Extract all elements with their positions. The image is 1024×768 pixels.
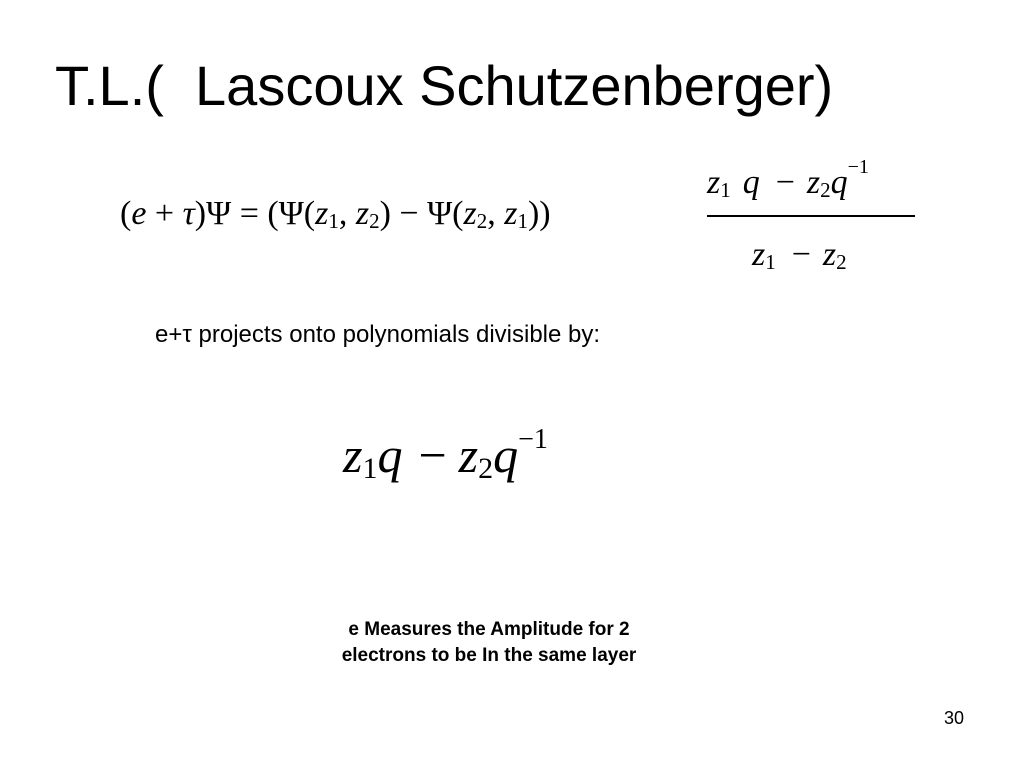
note-line-1: e Measures the Amplitude for 2 [348, 619, 630, 640]
divisor-expression: $z_1q - z_2q^{-1}$ [343, 424, 548, 485]
fraction-numerator: $z_1$ $q - z_2q^{-1}$ [707, 156, 869, 202]
fraction-denominator: $z_1 - z_2$ [752, 236, 847, 274]
slide-title: T.L.( Lascoux Schutzenberger) [55, 54, 834, 117]
fraction-bar [707, 215, 915, 217]
body-text: e+τ projects onto polynomials divisible by: [155, 321, 601, 348]
note-line-2: electrons to be In the same layer [341, 645, 637, 666]
note-text [300, 617, 678, 669]
main-equation-left: $(e + \tau)\Psi = (\Psi(z_1$, $z_2) - \Psi(z_2$, $z_1$)) [120, 195, 551, 233]
page-number: 30 [943, 708, 964, 728]
